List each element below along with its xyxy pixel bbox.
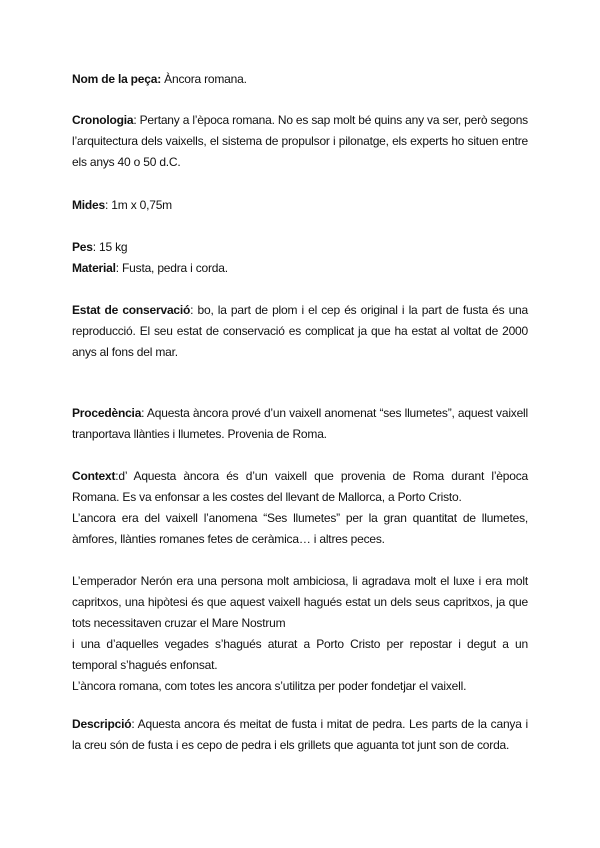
field-value: : Aquesta ancora és meitat de fusta i mitat de pedra. Les parts de la canya i la creu són de fusta i es cepo de pedra i els grillets que aguanta tot junt son de corda.	[72, 717, 528, 752]
field-mides	[72, 195, 528, 216]
field-label: Estat de conservació	[72, 303, 191, 317]
paragraph-neron	[72, 571, 528, 697]
field-label: Context	[72, 469, 116, 483]
field-material	[72, 258, 528, 279]
neron-paragraph-part1: L’emperador Nerón era una persona molt ambiciosa, li agradava molt el luxe i era molt capritxos, una hipòtesi és que aquest vaixell hagués estat un dels seus capritxos, ja que tots necessitaven cruzar el Mare Nostrum	[72, 574, 528, 630]
field-label: Nom de la peça:	[72, 72, 162, 86]
field-label: Pes	[72, 240, 93, 254]
field-value: :d’ Aquesta àncora és d’un vaixell que provenia de Roma durant l’època Romana. Es va enfonsar a les costes del llevant de Mallorca, a Porto Cristo.	[72, 469, 528, 504]
field-value: : Pertany a l’època romana. No es sap molt bé quins any va ser, però segons l’arquitectura dels vaixells, el sistema de propulsor i pilonatge, els experts ho situen entre els anys 40 o 50 d.C.	[72, 113, 528, 169]
field-label: Material	[72, 261, 116, 275]
field-value: : 1m x 0,75m	[105, 198, 172, 212]
field-cronologia	[72, 110, 528, 173]
field-value: : bo, la part de plom i el cep és original i la part de fusta és una reproducció. El seu estat de conservació es complicat ja que ha estat al voltat de 2000 anys al fons del mar.	[72, 303, 528, 359]
field-context	[72, 466, 528, 550]
field-estat-conservacio	[72, 300, 528, 363]
neron-paragraph-part2: i una d’aquelles vegades s’hagués aturat a Porto Cristo per repostar i degut a un temporal s’hagués enfonsat.	[72, 637, 528, 672]
field-procedencia	[72, 403, 528, 445]
field-label: Procedència	[72, 406, 142, 420]
neron-paragraph-part3: L’àncora romana, com totes les ancora s’utilitza per poder fondetjar el vaixell.	[72, 679, 467, 693]
field-value: Àncora romana.	[161, 72, 247, 86]
field-value: : Fusta, pedra i corda.	[115, 261, 228, 275]
field-label: Descripció	[72, 717, 132, 731]
field-label: Cronologia	[72, 113, 134, 127]
field-value: : 15 kg	[92, 240, 128, 254]
field-value: : Aquesta àncora prové d’un vaixell anomenat “ses llumetes”, aquest vaixell tranportava llànties i llumetes. Provenia de Roma.	[72, 406, 528, 441]
field-descripcio	[72, 714, 528, 756]
field-nom	[72, 69, 528, 90]
context-continuation: L’ancora era del vaixell l’anomena “Ses llumetes” per la gran quantitat de llumetes, àmfores, llànties romanes fetes de ceràmica… i altres peces.	[72, 511, 528, 546]
field-pes	[72, 237, 528, 258]
field-label: Mides	[72, 198, 106, 212]
